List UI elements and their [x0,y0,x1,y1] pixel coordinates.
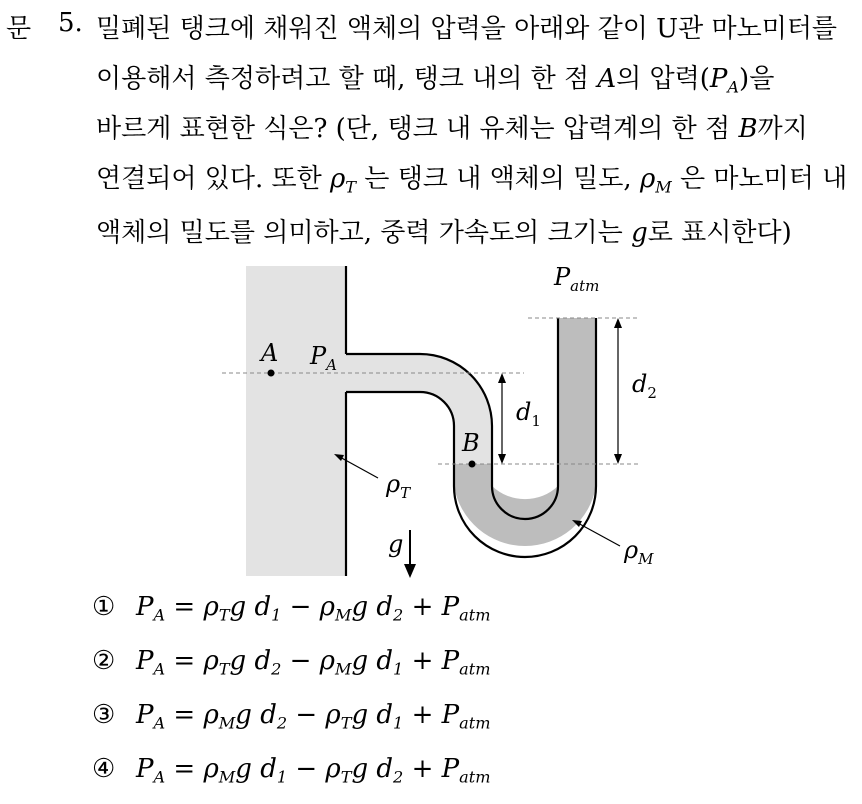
rho-t-subscript: T [345,177,357,197]
d2-arrow-head-top [614,318,622,328]
label-rho-m: $\rho_M$ [624,536,654,568]
rho-t-symbol: ρ [330,164,346,194]
choice-1-expression: $P_A = \rho_Tg$ $d_1 - \rho_Mg$ $d_2 + P_{atm}$ [136,592,491,625]
line5-text-b: 로 표시한다) [647,218,792,248]
label-d1: $d_1$ [516,398,541,430]
line4-text-c: 은 마노미터 내 [671,164,848,194]
line5-text-a: 액체의 밀도를 의미하고, 중력 가속도의 크기는 [96,218,632,248]
label-pa: $P_A$ [310,342,337,374]
rho-m-subscript: M [655,177,672,197]
line3-text-a: 바르게 표현한 식은? (단, 탱크 내 유체는 압력계의 한 점 [96,114,739,144]
label-g: g [388,530,404,558]
d1-arrow-head-top [498,373,506,383]
rho-m-symbol: ρ [639,164,656,194]
line2-text-c: )을 [739,64,775,94]
choice-4-mark: ④ [92,754,116,784]
line4-text-a: 연결되어 있다. 또한 [96,164,330,194]
choice-1-mark: ① [92,592,116,622]
d1-arrow-head-bottom [498,454,506,464]
choice-2-expression: $P_A = \rho_Tg$ $d_2 - \rho_Mg$ $d_1 + P_{atm}$ [136,646,491,679]
choice-2[interactable] [92,646,490,679]
choice-3-mark: ③ [92,700,116,730]
label-rho-t: $\rho_T$ [386,470,411,502]
choice-3[interactable] [92,700,490,733]
pressure-subscript: A [727,77,740,97]
line3-text-b: 까지 [757,114,808,144]
point-a-dot [268,370,275,377]
line2-text-b: 의 압력( [616,64,710,94]
gravity-arrow-head [404,564,416,578]
choice-4-expression: $P_A = \rho_Mg$ $d_1 - \rho_Tg$ $d_2 + P_{atm}$ [136,754,491,787]
line1-text: 밀폐된 탱크에 채워진 액체의 압력을 아래와 같이 U관 마노미터를 [96,14,838,44]
point-b-dot [469,461,476,468]
line4-text-b: 는 탱크 내 액체의 밀도, [356,164,640,194]
label-patm: $P_{atm}$ [554,263,600,295]
label-d2: $d_2$ [632,370,657,402]
line2-text-a: 이용해서 측정하려고 할 때, 탱크 내의 한 점 [96,64,598,94]
question-number: 5. [58,8,83,38]
rho-m-pointer [576,522,620,546]
question-label: 문 [6,14,32,44]
d2-arrow-head-bottom [614,454,622,464]
gravity-symbol: g [631,218,648,248]
choice-2-mark: ② [92,646,116,676]
tank-fluid [246,266,346,576]
pressure-symbol: P [709,64,728,94]
label-a: A [261,339,279,367]
label-b: B [462,429,480,457]
choice-3-expression: $P_A = \rho_Mg$ $d_2 - \rho_Tg$ $d_1 + P_{atm}$ [136,700,491,733]
choice-4[interactable] [92,754,490,787]
point-b-ref: B [738,114,758,144]
point-a-ref: A [597,64,617,94]
choice-1[interactable] [92,592,490,625]
